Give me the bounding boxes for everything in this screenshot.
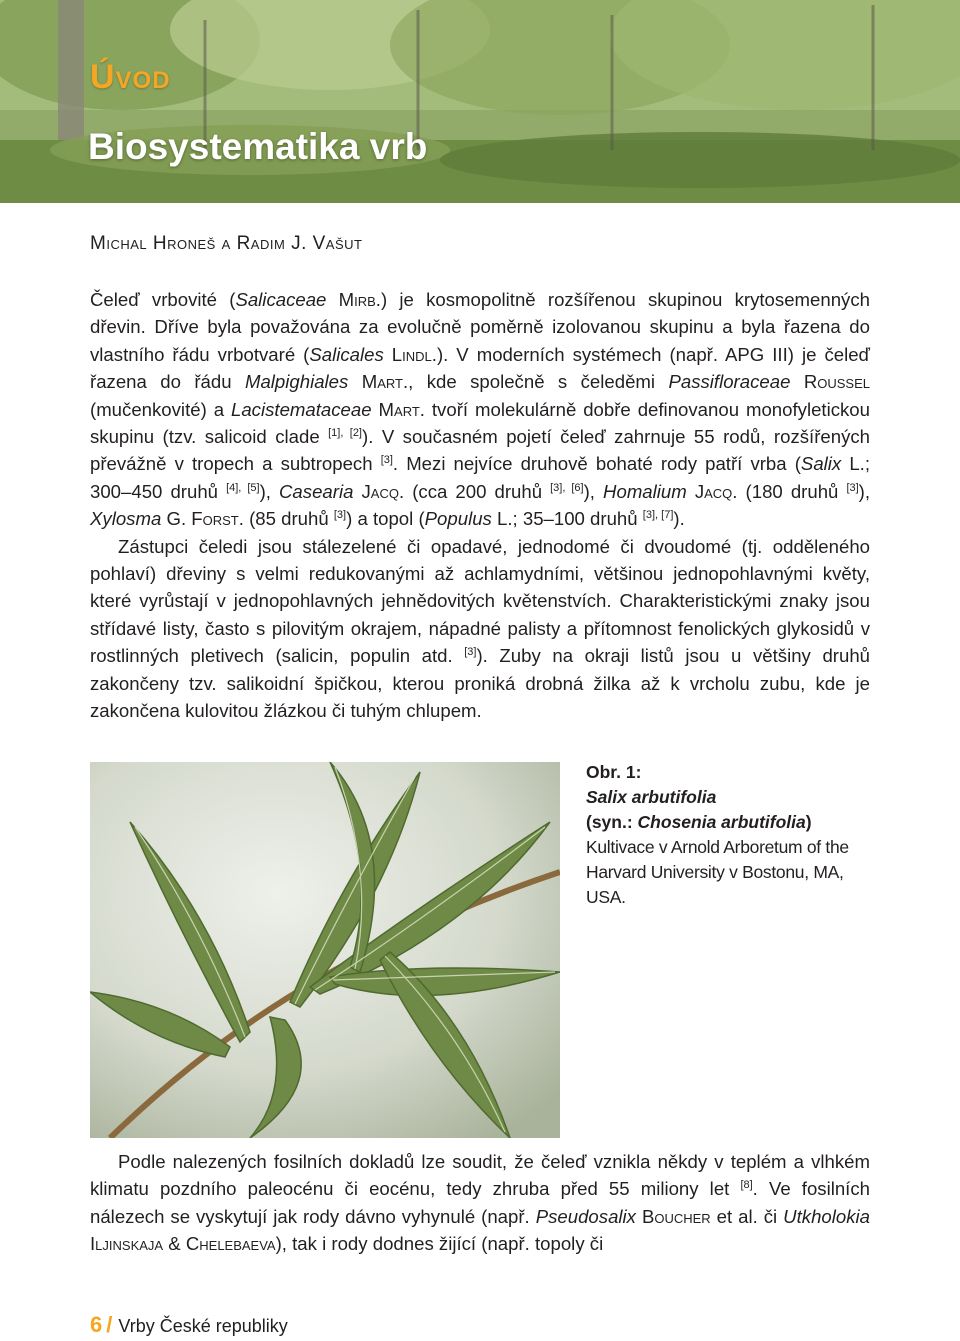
text [790,371,803,392]
taxon-name: Lacistemataceae [231,398,372,420]
text: ), tak i rody dodnes žijící (např. topoly či [275,1233,604,1255]
author-abbrev: Mart. [361,371,409,393]
figure-label: Obr. 1: [586,762,642,782]
text: L.; 35–100 druhů [491,508,643,530]
text: Čeleď vrbovité ( [90,289,236,310]
author-abbrev: Jacq. [361,480,405,502]
citation-ref: [3], [7] [642,509,674,522]
citation-ref: [3] [464,646,477,659]
section-label: Úvod [90,58,171,96]
text: et al. či [710,1205,784,1227]
forest-photo [0,0,960,203]
text [372,399,379,420]
text: L.; 300–450 druhů [90,453,871,502]
taxon-name: Utkholokia [783,1205,870,1227]
taxon-name: Salix [800,453,842,475]
text: ). V moderních systémech (např. APG III) je čeleď řazena do řádu [90,343,870,393]
text: (mučenkovité) a [90,398,231,420]
author-abbrev: Roussel [803,371,870,393]
citation-ref: [3], [6] [550,481,584,494]
author-abbrev: Chelebaeva [185,1233,276,1255]
author-abbrev: Mart. [378,398,425,420]
text: (cca 200 druhů [404,480,551,502]
author-abbrev: Mirb. [338,289,381,310]
text: G. [161,508,192,530]
taxon-name: Pseudosalix [535,1205,636,1227]
taxon-name: Salicaceae [235,289,327,310]
fossil-paragraph [90,1148,870,1258]
citation-ref: [3] [333,509,347,522]
authors: Michal Hroneš a Radim J. Vašut [90,233,363,254]
taxon-name: Casearia [279,480,354,502]
text: ). Zuby na okraji listů jsou u většiny druhů zakončeny tzv. salikoidní špičkou, kterou proniká drobná žilka až k vrcholu zubu, kde je zakončena kulovitou žlázkou či tuhým chlupem. [90,645,870,722]
book-title: Vrby České republiky [118,1316,288,1336]
text: . Ve fosilních nálezech se vyskytují jak rody dávno vyhynulé (např. [90,1178,870,1227]
text [687,481,695,502]
figure-synonym [586,810,876,835]
indented-paragraph [90,533,870,725]
taxon-name: Populus [424,508,492,530]
citation-ref: [4], [5] [226,481,260,494]
text [384,344,392,365]
taxon-name: Homalium [603,480,687,502]
text: Podle nalezených fosilních dokladů lze soudit, že čeleď vznikla někdy v teplém a vlhkém klimatu pozdního paleocénu či eocénu, tedy zhruba před 55 miliony let [90,1151,870,1200]
citation-ref: [8] [740,1179,753,1192]
leaves-photo [90,762,560,1138]
text: ). [673,508,685,530]
taxon-name: Malpighiales [244,371,349,393]
taxon-name: Salicales [309,343,384,365]
text: ) a topol ( [346,508,425,530]
text: ), [259,480,279,502]
author-abbrev: Lindl. [391,343,437,365]
text: (180 druhů [737,480,847,502]
page-number: 6 [90,1312,103,1337]
text [353,481,361,502]
text: ), [858,480,871,502]
author-abbrev: Jacq. [694,480,738,502]
text: (syn.: [586,812,638,832]
page-footer [90,1312,288,1338]
synonym-name: Chosenia arbutifolia [637,812,806,832]
figure-photo-salix-leaves [90,762,560,1138]
taxon-name: Passifloraceae [668,371,791,393]
figure-caption [586,760,876,910]
text: ) [805,812,812,832]
author-abbrev: Iljinskaja [90,1233,164,1255]
text: tvoří molekulárně dobře definovanou monofyletickou skupinu (tzv. salicoid clade [90,398,870,448]
text: ), [583,480,604,502]
text: ). V současném pojetí čeleď zahrnuje 55 rodů, rozšířených převážně v tropech a subtropech [90,426,871,475]
taxon-name: Xylosma [90,508,162,530]
author-abbrev: Boucher [641,1205,711,1227]
text: & [163,1233,186,1255]
chapter-title: Biosystematika vrb [88,126,428,167]
text: . Mezi nejvíce druhově bohaté rody patří vrba ( [392,453,801,475]
header-banner-photo [0,0,960,203]
citation-ref: [3] [846,481,859,494]
text: Zástupci čeledi jsou stálezelené či opadavé, jednodomé či dvoudomé (tj. odděleného pohlaví) dřeviny s velmi redukovanými až achlamydními, většinou jednopohlavnými květy, které vyrůstají v jednopohlavných jehnědovitých květenstvích. Charakteristickými znaky jsou střídavé listy, často s pilovitým okrajem, nápadné palisty a přítomnost fenolických glykosidů v rostlinných pletivech (salicin, populin atd. [90,535,870,667]
text [348,371,361,392]
text: , kde společně s čeleděmi [408,371,669,393]
citation-ref: [1], [2] [328,427,362,440]
text [326,289,338,310]
footer-slash: / [106,1312,113,1337]
indented-paragraph [90,1148,870,1258]
author-abbrev: Forst. [191,508,244,530]
figure-species: Salix arbutifolia [586,787,717,807]
text: ) je kosmopolitně rozšířenou skupinou krytosemenných dřevin. Dříve byla považována za evolučně poměrně izolovanou skupinu a byla řazena do vlastního řádu vrbotvaré ( [90,289,870,365]
citation-ref: [3] [380,454,393,467]
figure-description: Kultivace v Arnold Arboretum of the Harvard University v Bostonu, MA, USA. [586,837,849,907]
text: (85 druhů [243,508,334,530]
intro-paragraph [90,286,870,725]
